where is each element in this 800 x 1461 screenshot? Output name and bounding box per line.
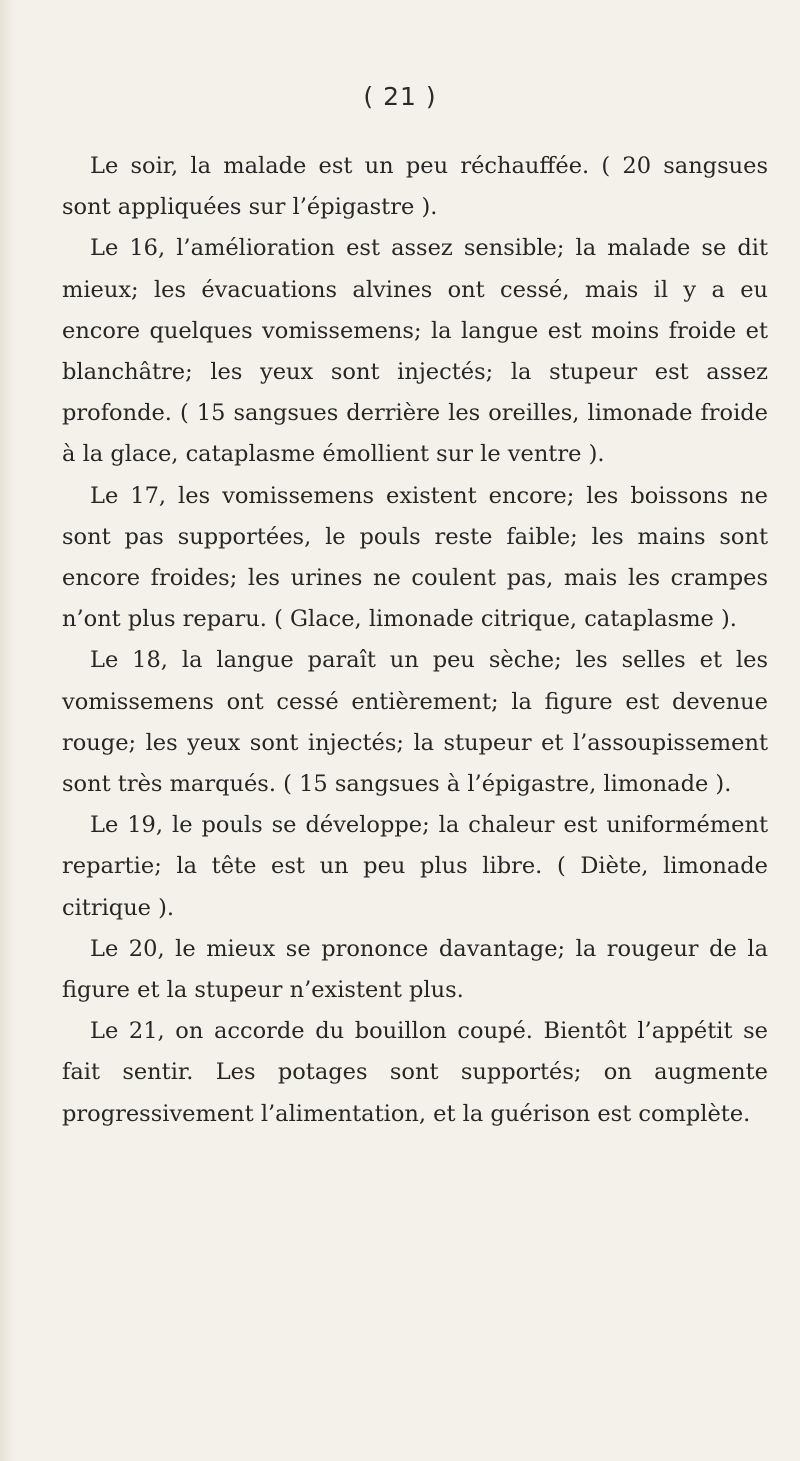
page-gutter-shadow [0,0,14,1461]
paragraph: Le 17, les vomissemens existent encore; les boissons ne sont pas supportées, le pouls reste faible; les mains sont encore froides; les urines ne coulent pas, mais les crampes n’ont plus reparu. ( Glace, limonade citrique, cataplasme ). [62,482,768,633]
paragraph: Le 19, le pouls se développe; la chaleur est uniformément repartie; la tête est un peu plus libre. ( Diète, limonade citrique ). [62,812,768,921]
paragraph: Le 18, la langue paraît un peu sèche; les selles et les vomissemens ont cessé entièrement; la figure est devenue rouge; les yeux sont injectés; la stupeur et l’assoupissement sont très marqués. ( 15 sangsues à l’épigastre, limonade ). [62,647,768,798]
paragraph: Le soir, la malade est un peu réchauffée. ( 20 sangsues sont appliquées sur l’épigastre ). [62,153,768,221]
paragraph: Le 20, le mieux se prononce davantage; la rougeur de la figure et la stupeur n’existent plus. [62,935,768,1004]
page-number: ( 21 ) [363,82,437,111]
paragraph: Le 21, on accorde du bouillon coupé. Bientôt l’appétit se fait sentir. Les potages sont supportés; on augmente progressivement l’alimentation, et la guérison est complète. [62,1018,768,1127]
body-text [62,146,768,1135]
paragraph: Le 16, l’amélioration est assez sensible; la malade se dit mieux; les évacuations alvines ont cessé, mais il y a eu encore quelques vomissemens; la langue est moins froide et blanchâtre; les yeux sont injectés; la stupeur est assez profonde. ( 15 sangsues derrière les oreilles, limonade froide à la glace, cataplasme émollient sur le ventre ). [62,235,768,468]
